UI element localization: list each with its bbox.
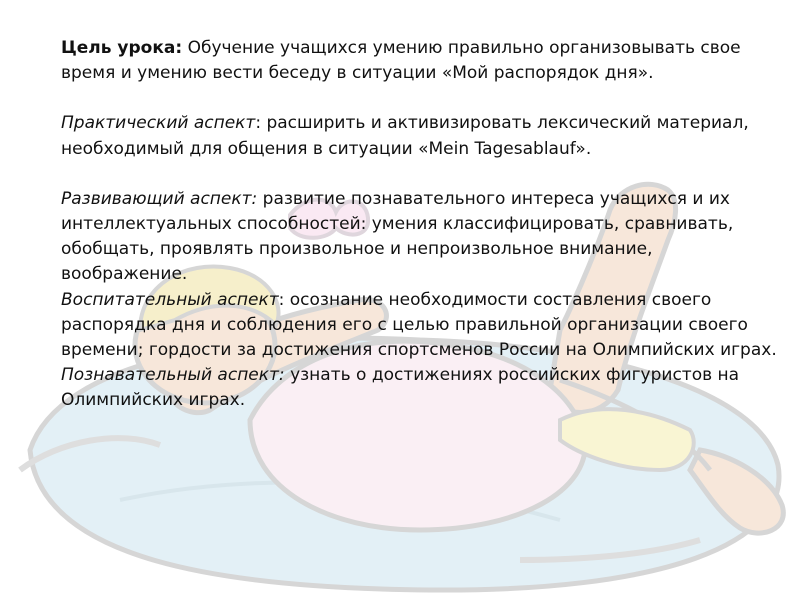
lesson-goal-text: Обучение учащихся умению правильно организовывать свое время и умению вести беседу в ситуации «Мой распорядок дня». — [61, 38, 741, 84]
lesson-goal-label: Цель урока: — [61, 38, 183, 58]
practical-aspect-text: : расширить и активизировать лексический материал, необходимый для общения в ситуации «Mein Tagesablauf». — [61, 113, 749, 159]
developing-aspect-paragraph — [61, 187, 781, 288]
cognitive-aspect-paragraph — [61, 363, 781, 413]
developing-aspect-label: Развивающий аспект: — [61, 188, 258, 209]
educational-aspect-label: Воспитательный аспект — [61, 289, 279, 310]
developing-aspect-text: развитие познавательного интереса учащихся и их интеллектуальных способностей: умения классифицировать, сравнивать, обобщать, проявлять произвольное и непроизвольное внимание, воображение. — [61, 188, 734, 285]
practical-aspect-label: Практический аспект — [61, 113, 256, 134]
slide-text — [61, 36, 781, 414]
cognitive-aspect-text: узнать о достижениях российских фигуристов на Олимпийских играх. — [61, 365, 740, 411]
educational-aspect-paragraph — [61, 288, 781, 364]
cognitive-aspect-label: Познавательный аспект: — [61, 365, 285, 386]
practical-aspect-paragraph — [61, 111, 781, 161]
paragraph-spacer — [61, 162, 781, 187]
lesson-goal-paragraph — [61, 36, 781, 86]
paragraph-spacer — [61, 86, 781, 111]
educational-aspect-text: : осознание необходимости составления своего распорядка дня и соблюдения его с целью правильной организации своего времени; гордости за достижения спортсменов России на Олимпийских играх. — [61, 289, 777, 361]
